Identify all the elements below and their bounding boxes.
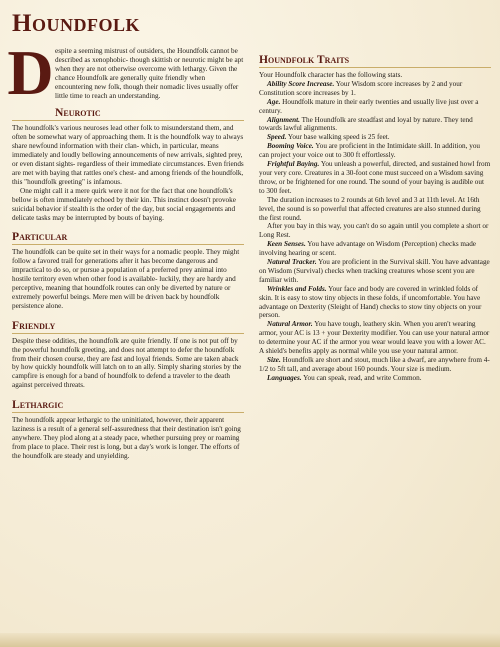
friendly-paragraph: Despite these oddities, the houndfolk are quite friendly. If one is not put off by the powerful houndfolk greeting, and does not attempt to defer the houndfolk from their chosen course, they are fast and loyal friends. Some are taken aback by how quickly houndfolk will latch on to an ally. Simply sharing stories by the campfire is enough for a band of houndfolk to defend a traveler to the death against perceived threats. — [12, 336, 242, 390]
particular-paragraph: The houndfolk can be quite set in their ways for a nomadic people. They might follow a favored trail for generations after it has become dangerous and impractical to do so, or pursue a population of a preferred prey animal into hostile territory even when other food is available- luckily, they are hardy and perceptive, meaning that houndfolk routes can only be diverted by nature or extremely powerful beings. Mere men will be driven back by houndfolk persistence alone. — [12, 248, 240, 310]
baying-scaling: The duration increases to 2 rounds at 6th level and 3 at 11th level. At 16th level, the sound is so powerful that affected creatures are also stunned during the first round. — [259, 195, 481, 222]
heading-lethargic: Lethargic — [12, 398, 244, 413]
traits-intro: Your Houndfolk character has the following stats. — [259, 71, 403, 79]
trait-booming-voice: Booming Voice. You are proficient in the Intimidate skill. In addition, you can project your voice out to 300 ft effortlessly. — [259, 142, 481, 160]
trait-alignment: Alignment. The Houndfolk are steadfast and loyal by nature. They tend towards lawful alignments. — [259, 115, 473, 133]
lethargic-paragraph: The houndfolk appear lethargic to the uninitiated, however, their apparent laziness is a result of a general self-assuredness that their destination isn't going anywhere. They plod along at a steady pace, whether pursuing prey or roaming from place to place. Their rest is long, but a day's work is longer. The efforts of the houndfolk are steady and unyielding. — [12, 416, 241, 460]
trait-languages: Languages. You can speak, read, and write Common. — [267, 373, 422, 382]
left-column — [7, 37, 244, 461]
intro-text: espite a seeming mistrust of outsiders, the Houndfolk cannot be described as xenophobic- though skittish or neurotic might be apt when they are not otherwise overcome with lethargy. Given the chance Houndfolk are generally quite friendly when encountering new folk, though their nomadic lives usually offer little time to reach an understanding. — [55, 47, 244, 100]
neurotic-paragraph-1: The houndfolk's various neuroses lead other folk to misunderstand them, and often be somewhat wary of approaching them. It is the houndfolk way to always share newfound information with their clan- which, in particular, means immediately and loudly bellowing announcements of new arrivals, sighted prey, or even distant sights- regardless of their immediate circumstances. Even friends are met with baying that rattles one's chest- and among friends of the houndfolk, this "houndfolk greeting" is infamous. — [12, 124, 244, 186]
heading-neurotic: Neurotic — [12, 106, 244, 121]
heading-traits: Houndfolk Traits — [259, 53, 491, 68]
intro-block — [7, 37, 244, 108]
page-title: Houndfolk — [12, 10, 140, 37]
trait-wrinkles-folds: Wrinkles and Folds. Your face and body are covered in wrinkled folds of skin. It is easy to stow tiny objects in these folds, if uncomfortable. You have advantage on Dexterity (Sleight of Hand) checks to stow tiny objects on your person. — [259, 284, 482, 320]
right-column — [259, 53, 491, 383]
baying-recharge: After you bay in this way, you can't do so again until you complete a short or Long Rest. — [259, 222, 489, 240]
dropcap-letter: D — [7, 37, 54, 108]
heading-particular: Particular — [12, 230, 244, 245]
trait-keen-senses: Keen Senses. You have advantage on Wisdom (Perception) checks made involving hearing or scent. — [259, 240, 476, 258]
trait-size: Size. Houndfolk are short and stout, much like a dwarf, are anywhere from 4-1/2 to 5ft tall, and average about 160 pounds. Your size is medium. — [259, 356, 490, 373]
trait-speed: Speed. Your base walking speed is 25 feet. — [267, 133, 390, 142]
neurotic-paragraph-2: One might call it a mere quirk were it not for the fact that one houndfolk's bellow is often immediately echoed by their kin. This instinct doesn't provoke suicidal behavior if stealth is the order of the day, but social engagements and delicate tasks may be interrupted by bouts of baying. — [12, 186, 236, 222]
page-footer-decoration — [0, 633, 500, 647]
trait-natural-tracker: Natural Tracker. You are proficient in the Survival skill. You have advantage on Wisdom (Survival) checks when tracking creatures whose scent you are familiar with. — [259, 258, 490, 284]
trait-age: Age. Houndfolk mature in their early twenties and usually live just over a century. — [259, 97, 479, 115]
heading-friendly: Friendly — [12, 319, 244, 334]
trait-frightful-baying: Frightful Baying. You unleash a powerful, directed, and sustained howl from your very core. Creatures in a 30-foot cone must succeed on a Wisdom saving throw, or be frightened for one round. The sound of your baying is audible out to 300 feet. — [259, 160, 491, 195]
trait-natural-armor: Natural Armor. You have tough, leathery skin. When you aren't wearing armor, your AC is 13 + your Dexterity modifier. You can use your natural armor to determine your AC if the armor you wear would leave you with a lower AC. A shield's benefits apply as normal while you use your natural armor. — [259, 320, 490, 356]
trait-ability-score: Ability Score Increase. Your Wisdom score increases by 2 and your Constitution score increases by 1. — [259, 79, 463, 97]
